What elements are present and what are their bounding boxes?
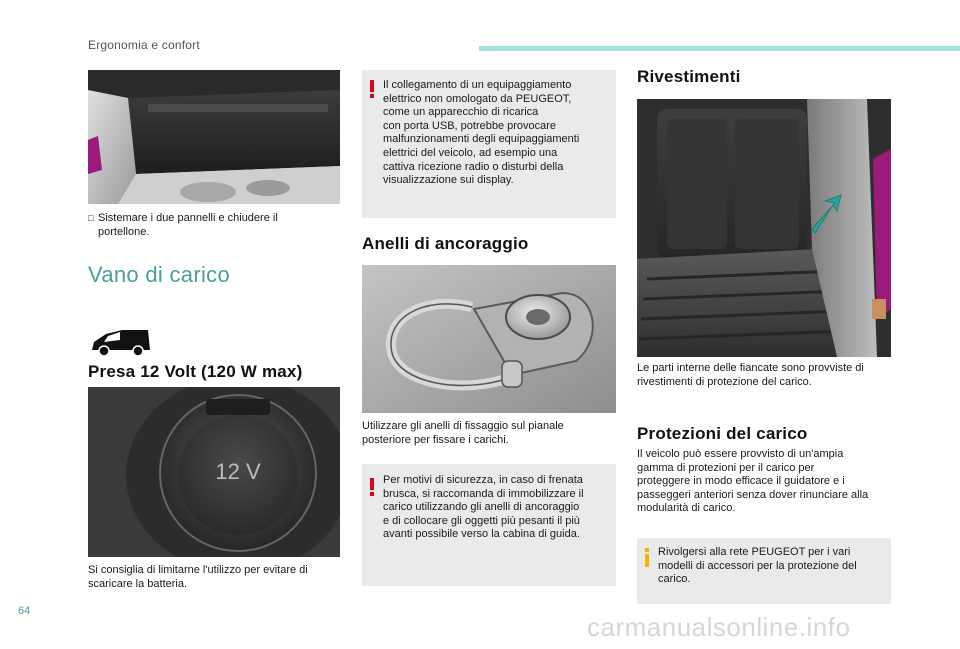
warning-box-usb (362, 70, 616, 218)
header-accent-bar (479, 46, 960, 51)
info-icon (645, 548, 650, 568)
bullet-close-panels: □ Sistemare i due pannelli e chiudere il portellone. (88, 212, 278, 238)
socket-note: Si consiglia di limitarne l'utilizzo per evitare di scaricare la batteria. (88, 564, 308, 590)
warning-safety-text: Per motivi di sicurezza, in caso di frenata brusca, si raccomanda di immobilizzare il carico utilizzando gli anelli di ancoraggio e di collocare gli oggetti più pesanti il più avanti possibile verso la cabina di guida. (383, 474, 584, 541)
section-header: Ergonomia e confort (88, 38, 200, 52)
bullet-square-icon: □ (88, 213, 94, 223)
warning-icon (370, 80, 375, 98)
socket-label: 12 V (215, 459, 261, 484)
warning-usb-text: Il collegamento di un equipaggiamento elettrico non omologato da PEUGEOT, come un apparecchio di ricarica con porta USB, potrebbe provocare malfunzionamenti degli equipaggiamenti elettrici del veicolo, ad esempio una cattiva ricezione radio o disturbi della visualizzazione sui display. (383, 79, 580, 187)
page-number: 64 (18, 605, 31, 617)
info-box-accessories (637, 538, 891, 604)
anchor-text: Utilizzare gli anelli di fissaggio sul pianale posteriore per fissare i carichi. (362, 420, 564, 446)
protection-title: Protezioni del carico (637, 424, 808, 443)
warning-icon (370, 478, 375, 496)
protection-text: Il veicolo può essere provvisto di un'ampia gamma di protezioni per il carico per proteggere in modo efficace il guidatore e i passeggeri anteriori senza dover rinunciare alla modularità di carico. (637, 448, 869, 515)
info-text: Rivolgersi alla rete PEUGEOT per i vari modelli di accessori per la protezione del carico. (658, 546, 857, 586)
section-title-cargo: Vano di carico (88, 262, 230, 287)
socket-title: Presa 12 Volt (120 W max) (88, 362, 303, 381)
lining-title: Rivestimenti (637, 67, 741, 86)
van-icon (88, 326, 152, 358)
anchor-ring-photo (362, 265, 616, 413)
cargo-lining-photo (637, 99, 891, 357)
socket-photo (88, 387, 340, 557)
trunk-photo (88, 70, 340, 204)
lining-text: Le parti interne delle fiancate sono provviste di rivestimenti di protezione del carico. (637, 362, 864, 388)
trunk-illustration (88, 70, 340, 204)
watermark: carmanualsonline.info (587, 612, 851, 642)
warning-box-safety (362, 464, 616, 586)
anchor-title: Anelli di ancoraggio (362, 234, 529, 253)
